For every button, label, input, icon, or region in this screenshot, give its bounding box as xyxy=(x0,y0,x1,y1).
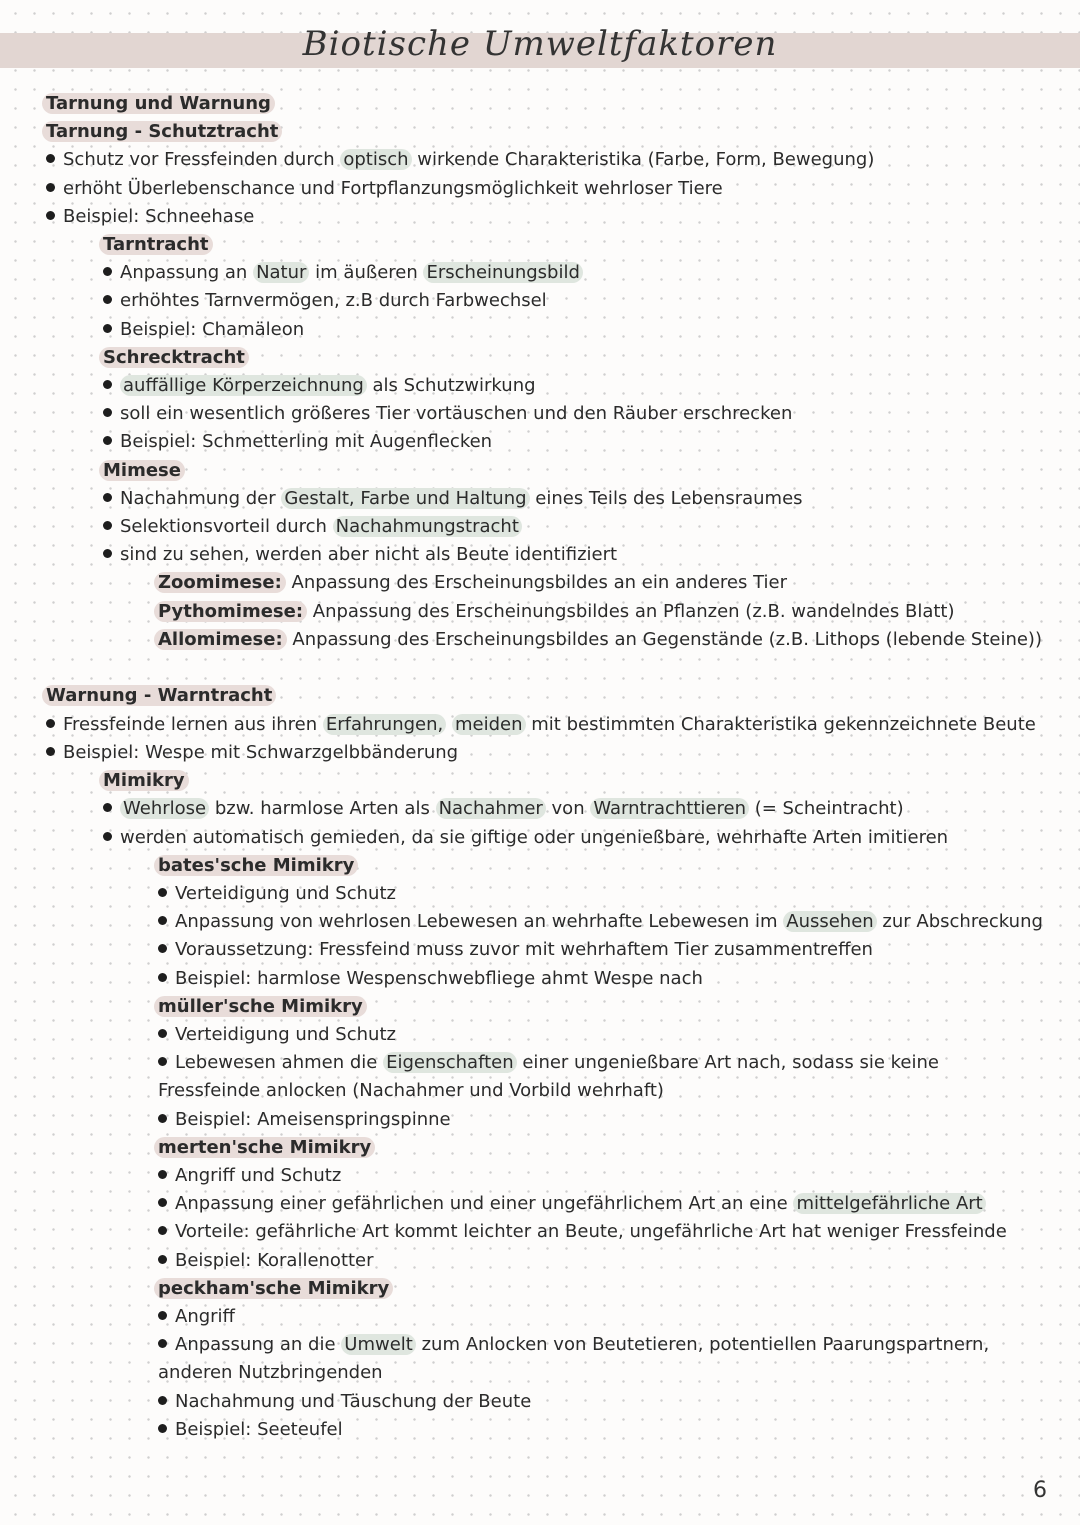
bullet-point xyxy=(103,825,948,851)
bullet-dot-icon xyxy=(158,944,167,953)
bullet-point xyxy=(158,1050,939,1076)
note-line xyxy=(158,570,787,596)
note-line xyxy=(103,458,185,484)
bullet-dot-icon xyxy=(103,295,112,304)
bullet-point xyxy=(103,260,583,286)
bullet-dot-icon xyxy=(158,1255,167,1264)
note-text: Anpassung des Erscheinungsbildes an Pflanzen (z.B. wandelndes Blatt) xyxy=(307,601,955,622)
bullet-dot-icon xyxy=(158,1226,167,1235)
bullet-point xyxy=(158,909,1043,935)
keyword-highlight: Erscheinungsbild xyxy=(423,262,582,283)
heading-highlight: Pythomimese: xyxy=(154,601,307,622)
note-text: bzw. harmlose Arten als xyxy=(209,798,436,819)
note-text: Anpassung an die xyxy=(175,1334,342,1355)
note-text: zum Anlocken von Beutetieren, potentiellen Paarungspartnern, xyxy=(415,1334,990,1355)
bullet-dot-icon xyxy=(103,436,112,445)
keyword-highlight: Eigenschaften xyxy=(383,1052,517,1073)
bullet-dot-icon xyxy=(103,324,112,333)
heading-highlight: Mimikry xyxy=(99,770,189,791)
bullet-dot-icon xyxy=(46,183,55,192)
bullet-point xyxy=(158,1248,374,1274)
bullet-dot-icon xyxy=(103,408,112,417)
heading-highlight: müller'sche Mimikry xyxy=(154,996,367,1017)
bullet-dot-icon xyxy=(158,1198,167,1207)
bullet-dot-icon xyxy=(103,493,112,502)
bullet-point xyxy=(158,966,703,992)
note-text: Verteidigung und Schutz xyxy=(175,1024,396,1045)
note-text: einer ungenießbare Art nach, sodass sie keine xyxy=(516,1052,939,1073)
note-text: Anpassung des Erscheinungsbildes an ein anderes Tier xyxy=(285,572,788,593)
note-text: Beispiel: Chamäleon xyxy=(120,319,305,340)
bullet-point xyxy=(103,401,792,427)
note-text: eines Teils des Lebensraumes xyxy=(529,488,803,509)
bullet-dot-icon xyxy=(46,154,55,163)
heading-highlight: Warnung - Warntracht xyxy=(42,685,276,706)
note-text: Fressfeinde anlocken (Nachahmer und Vorbild wehrhaft) xyxy=(158,1080,664,1101)
bullet-point xyxy=(158,1163,341,1189)
bullet-dot-icon xyxy=(46,719,55,728)
note-line xyxy=(158,1360,383,1386)
heading-highlight: Tarnung - Schutztracht xyxy=(42,121,282,142)
note-text: soll ein wesentlich größeres Tier vortäuschen und den Räuber erschrecken xyxy=(120,403,793,424)
note-line xyxy=(158,1135,375,1161)
note-text: Fressfeinde lernen aus ihren xyxy=(63,714,323,735)
note-text: Schutz vor Fressfeinden durch xyxy=(63,149,341,170)
bullet-point xyxy=(46,740,458,766)
bullet-dot-icon xyxy=(103,832,112,841)
note-text: als Schutzwirkung xyxy=(366,375,536,396)
bullet-dot-icon xyxy=(158,1339,167,1348)
bullet-point xyxy=(46,712,1036,738)
note-text: Vorteile: gefährliche Art kommt leichter an Beute, ungefährliche Art hat weniger Fressfeinde xyxy=(175,1221,1007,1242)
note-text: Angriff und Schutz xyxy=(175,1165,342,1186)
bullet-point xyxy=(158,1417,343,1443)
bullet-point xyxy=(158,1332,989,1358)
note-text: Beispiel: harmlose Wespenschwebfliege ahmt Wespe nach xyxy=(175,968,703,989)
bullet-point xyxy=(103,796,904,822)
bullet-dot-icon xyxy=(103,267,112,276)
note-text: im äußeren xyxy=(309,262,424,283)
note-line xyxy=(158,599,954,625)
keyword-highlight: Natur xyxy=(253,262,309,283)
note-line xyxy=(103,232,213,258)
page-title: Biotische Umweltfaktoren xyxy=(302,24,778,64)
note-text: Anpassung des Erscheinungsbildes an Gegenstände (z.B. Lithops (lebende Steine)) xyxy=(286,629,1042,650)
note-line xyxy=(46,119,282,145)
note-text: anderen Nutzbringenden xyxy=(158,1362,383,1383)
bullet-dot-icon xyxy=(103,803,112,812)
bullet-dot-icon xyxy=(46,211,55,220)
heading-highlight: merten'sche Mimikry xyxy=(154,1137,375,1158)
bullet-point xyxy=(158,1107,451,1133)
bullet-point xyxy=(46,176,723,202)
note-line xyxy=(158,994,367,1020)
heading-highlight: Tarnung und Warnung xyxy=(42,93,275,114)
heading-highlight: bates'sche Mimikry xyxy=(154,855,358,876)
bullet-point xyxy=(158,937,873,963)
note-text: Beispiel: Schmetterling mit Augenflecken xyxy=(120,431,493,452)
bullet-point xyxy=(103,429,492,455)
note-text: von xyxy=(545,798,591,819)
bullet-dot-icon xyxy=(158,1311,167,1320)
bullet-dot-icon xyxy=(158,1396,167,1405)
note-text: zur Abschreckung xyxy=(876,911,1043,932)
heading-highlight: Tarntracht xyxy=(99,234,213,255)
note-text: Beispiel: Seeteufel xyxy=(175,1419,343,1440)
note-text: Beispiel: Wespe mit Schwarzgelbbänderung xyxy=(63,742,459,763)
bullet-dot-icon xyxy=(103,380,112,389)
keyword-highlight: Erfahrungen, xyxy=(323,714,446,735)
note-text: sind zu sehen, werden aber nicht als Beute identifiziert xyxy=(120,544,618,565)
bullet-point xyxy=(103,288,547,314)
note-line xyxy=(158,1276,393,1302)
keyword-highlight: Warntrachttieren xyxy=(590,798,749,819)
note-text: Voraussetzung: Fressfeind muss zuvor mit wehrhaftem Tier zusammentreffen xyxy=(175,939,873,960)
note-text: erhöht Überlebenschance und Fortpflanzungsmöglichkeit wehrloser Tiere xyxy=(63,178,723,199)
keyword-highlight: auffällige Körperzeichnung xyxy=(120,375,367,396)
note-text: Anpassung einer gefährlichen und einer ungefährlichem Art an eine xyxy=(175,1193,794,1214)
note-line xyxy=(46,683,276,709)
keyword-highlight: Nachahmungstracht xyxy=(333,516,522,537)
note-line xyxy=(103,768,189,794)
note-line xyxy=(103,345,249,371)
note-text: Beispiel: Ameisenspringspinne xyxy=(175,1109,451,1130)
note-text: Beispiel: Schneehase xyxy=(63,206,255,227)
keyword-highlight: Gestalt, Farbe und Haltung xyxy=(281,488,529,509)
bullet-point xyxy=(158,1304,235,1330)
bullet-dot-icon xyxy=(46,747,55,756)
bullet-point xyxy=(158,1191,986,1217)
bullet-dot-icon xyxy=(103,549,112,558)
note-text: Beispiel: Korallenotter xyxy=(175,1250,374,1271)
bullet-dot-icon xyxy=(103,521,112,530)
note-text: Lebewesen ahmen die xyxy=(175,1052,384,1073)
bullet-point xyxy=(158,1022,396,1048)
bullet-point xyxy=(158,1389,531,1415)
bullet-dot-icon xyxy=(158,916,167,925)
note-line xyxy=(46,91,275,117)
page-number: 6 xyxy=(1033,1478,1047,1503)
bullet-dot-icon xyxy=(158,973,167,982)
keyword-highlight: Aussehen xyxy=(783,911,876,932)
note-line xyxy=(158,1078,664,1104)
bullet-point xyxy=(46,204,254,230)
bullet-point xyxy=(103,514,522,540)
heading-highlight: peckham'sche Mimikry xyxy=(154,1278,393,1299)
heading-highlight: Schrecktracht xyxy=(99,347,249,368)
note-line xyxy=(158,627,1042,653)
bullet-point xyxy=(103,373,536,399)
note-text: wirkende Charakteristika (Farbe, Form, Bewegung) xyxy=(411,149,875,170)
bullet-dot-icon xyxy=(158,888,167,897)
bullet-point xyxy=(46,147,874,173)
note-text: Nachahmung der xyxy=(120,488,282,509)
keyword-highlight: Wehrlose xyxy=(120,798,209,819)
note-text: Nachahmung und Täuschung der Beute xyxy=(175,1391,532,1412)
keyword-highlight: mittelgefährliche Art xyxy=(793,1193,985,1214)
note-text: (= Scheintracht) xyxy=(748,798,904,819)
keyword-highlight: meiden xyxy=(452,714,526,735)
heading-highlight: Zoomimese: xyxy=(154,572,286,593)
note-text: werden automatisch gemieden, da sie giftige oder ungenießbare, wehrhafte Arten imitieren xyxy=(120,827,949,848)
bullet-point xyxy=(103,542,617,568)
bullet-point xyxy=(103,317,304,343)
note-line xyxy=(158,853,358,879)
note-text: erhöhtes Tarnvermögen, z.B durch Farbwechsel xyxy=(120,290,547,311)
keyword-highlight: optisch xyxy=(340,149,411,170)
bullet-dot-icon xyxy=(158,1424,167,1433)
heading-highlight: Allomimese: xyxy=(154,629,287,650)
bullet-point xyxy=(103,486,803,512)
keyword-highlight: Nachahmer xyxy=(436,798,546,819)
note-text: Verteidigung und Schutz xyxy=(175,883,396,904)
note-text: Angriff xyxy=(175,1306,235,1327)
bullet-dot-icon xyxy=(158,1170,167,1179)
note-text: Anpassung von wehrlosen Lebewesen an wehrhafte Lebewesen im xyxy=(175,911,784,932)
bullet-dot-icon xyxy=(158,1029,167,1038)
note-text: Selektionsvorteil durch xyxy=(120,516,333,537)
bullet-dot-icon xyxy=(158,1114,167,1123)
bullet-point xyxy=(158,1219,1007,1245)
bullet-point xyxy=(158,881,396,907)
keyword-highlight: Umwelt xyxy=(341,1334,416,1355)
note-text: mit bestimmten Charakteristika gekennzeichnete Beute xyxy=(525,714,1036,735)
bullet-dot-icon xyxy=(158,1057,167,1066)
note-text: Anpassung an xyxy=(120,262,254,283)
heading-highlight: Mimese xyxy=(99,460,185,481)
